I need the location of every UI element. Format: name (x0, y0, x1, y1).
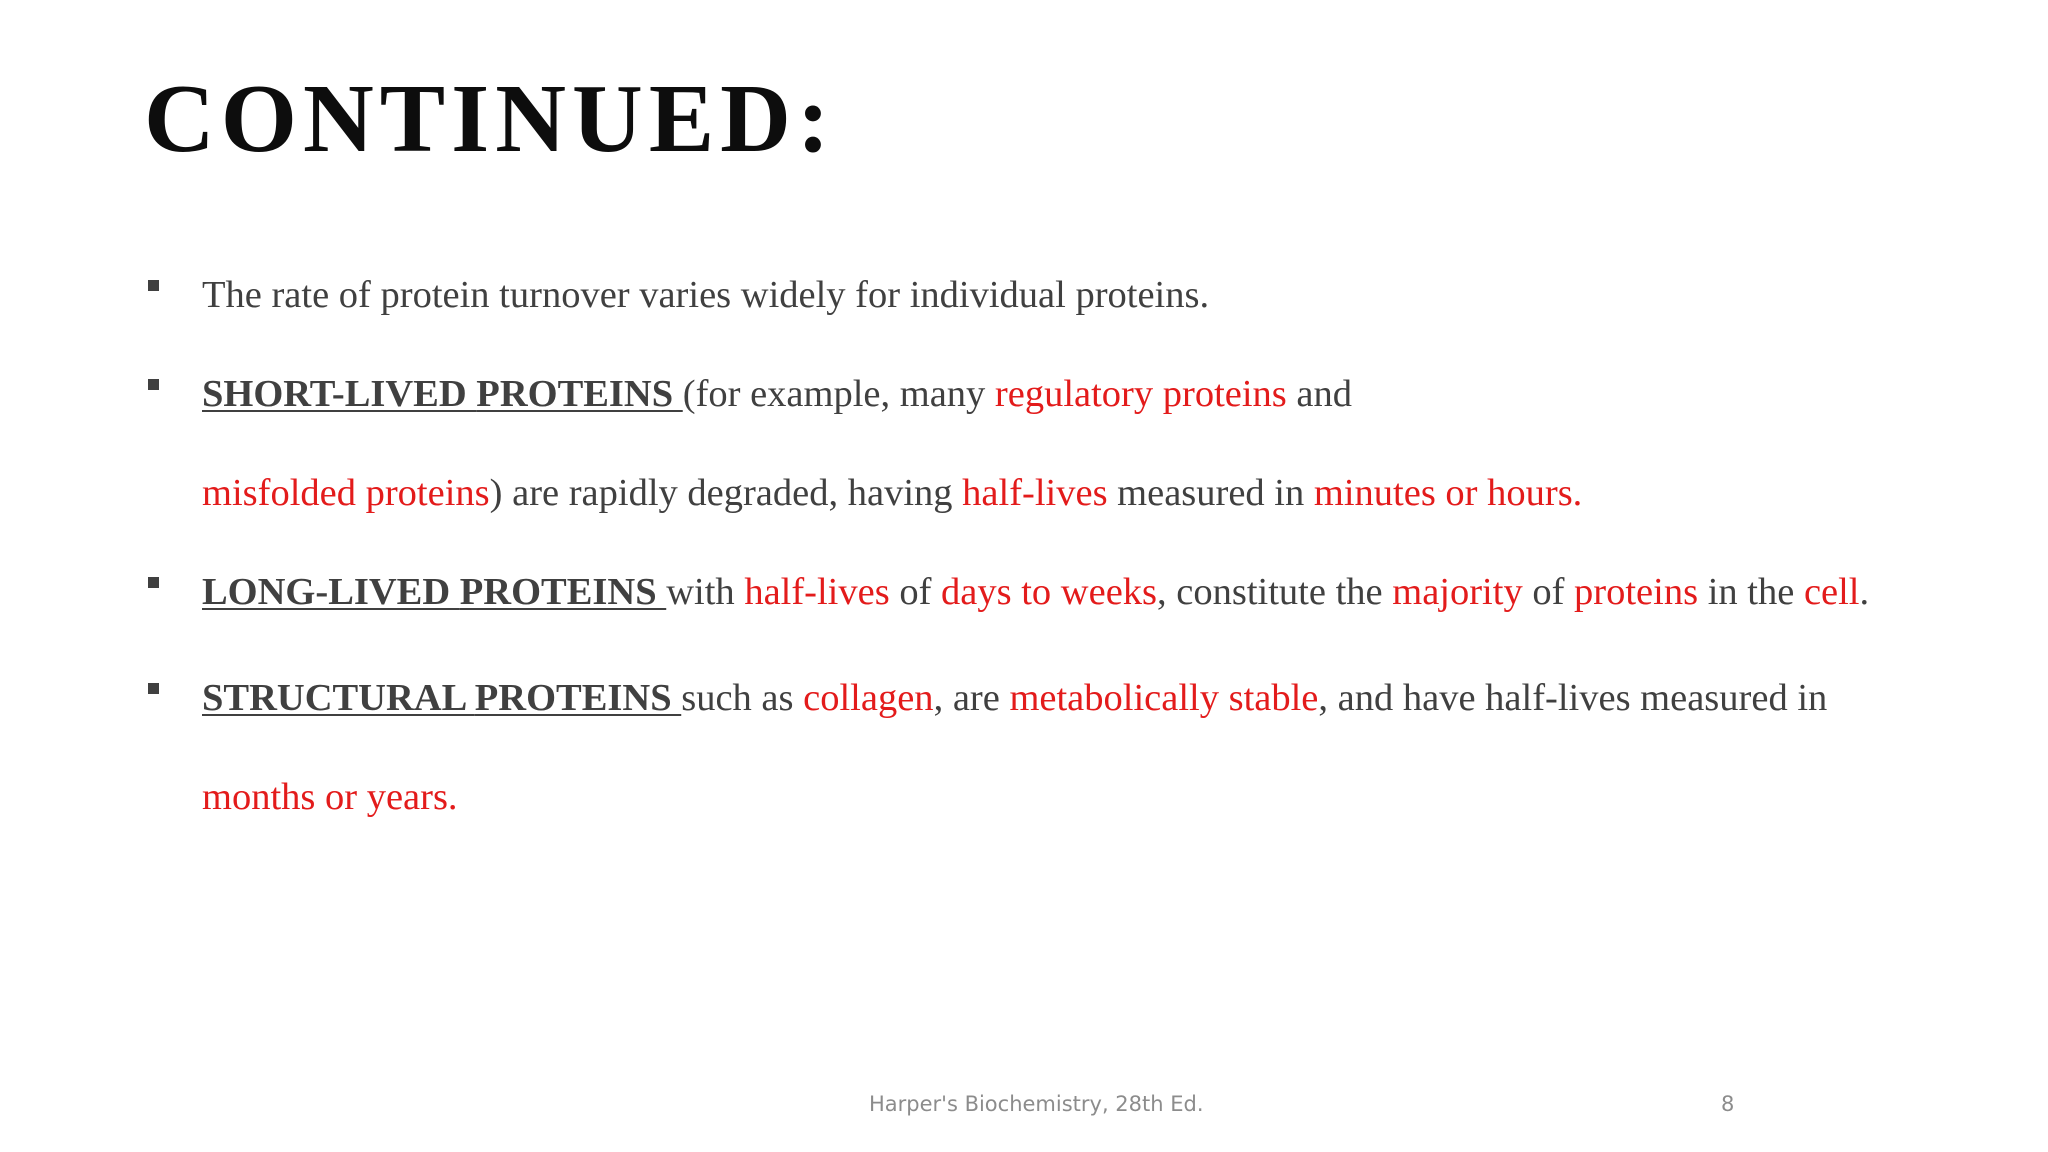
bullet-marker (148, 577, 159, 588)
slide-title: CONTINUED: (144, 65, 836, 173)
bullet-4-text: , and have half-lives measured in (1318, 677, 1828, 719)
bullet-2-text: measured in (1107, 472, 1314, 514)
bullet-4-text: , are (933, 677, 1010, 719)
bullet-marker (148, 379, 159, 390)
highlight-half-lives: half-lives (744, 571, 890, 613)
highlight-cell: cell (1803, 571, 1860, 613)
long-lived-heading: LONG-LIVED (202, 571, 460, 613)
bullet-3-line (202, 573, 1869, 612)
highlight-misfolded-proteins: misfolded proteins (202, 472, 490, 514)
long-lived-heading-proteins: PROTEINS (459, 571, 667, 613)
highlight-collagen: collagen (803, 677, 934, 719)
bullet-2-line-2 (202, 474, 1582, 513)
bullet-3-text: , constitute the (1157, 571, 1393, 613)
highlight-minutes-or-hours: minutes or hours. (1313, 472, 1583, 514)
bullet-3-text: of (889, 571, 942, 613)
footer-source: Harper's Biochemistry, 28th Ed. (869, 1092, 1204, 1116)
highlight-majority: majority (1392, 571, 1523, 613)
highlight-proteins: proteins (1574, 571, 1699, 613)
bullet-4-line-2 (202, 778, 458, 817)
slide-number: 8 (1721, 1092, 1735, 1116)
short-lived-heading: SHORT-LIVED (202, 373, 477, 415)
bullet-2-text: and (1286, 373, 1352, 415)
bullet-marker (148, 683, 159, 694)
structural-heading: STRUCTURAL (202, 677, 475, 719)
highlight-metabolically-stable: metabolically stable (1009, 677, 1319, 719)
bullet-marker (148, 280, 159, 291)
bullet-1-text (202, 276, 1209, 315)
bullet-3-text: . (1859, 571, 1870, 613)
highlight-days-to-weeks: days to weeks (941, 571, 1158, 613)
bullet-3-text: in the (1698, 571, 1804, 613)
bullet-3-text: with (666, 571, 745, 613)
bullet-4-line-1 (202, 679, 1827, 718)
structural-heading-proteins: PROTEINS (474, 677, 682, 719)
short-lived-heading-proteins: PROTEINS (476, 373, 683, 415)
highlight-half-lives: half-lives (962, 472, 1108, 514)
highlight-regulatory-proteins: regulatory proteins (994, 373, 1287, 415)
highlight-months-or-years: months or years. (202, 776, 458, 818)
bullet-4-text: such as (681, 677, 804, 719)
bullet-2-line-1 (202, 375, 1352, 414)
bullet-3-text: of (1522, 571, 1575, 613)
bullet-2-text: (for example, many (682, 373, 995, 415)
bullet-2-text: ) are rapidly degraded, having (489, 472, 963, 514)
bullet-1-sentence: The rate of protein turnover varies widely for individual proteins. (202, 274, 1210, 316)
